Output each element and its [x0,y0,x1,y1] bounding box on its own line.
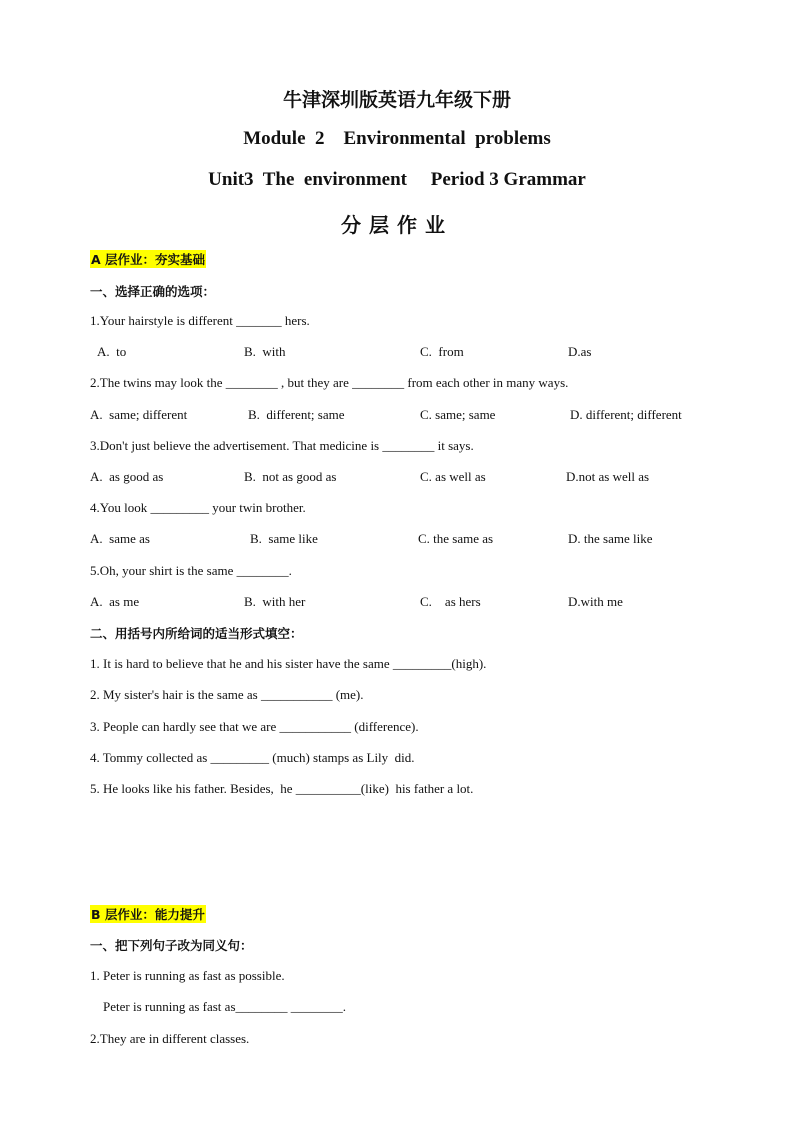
q4-option-c: C. the same as [418,531,494,546]
q4-option-b: B. same like [250,531,318,546]
homework-title: 分层作业 [341,213,453,237]
fill-5: 5. He looks like his father. Besides, he __________(like) his father a lot. [90,781,474,796]
q5-option-c: C. as hers [420,594,481,609]
fill-1: 1. It is hard to believe that he and his sister have the same _________(high). [90,656,487,671]
q2-option-b: B. different; same [248,407,345,422]
q3-option-d: D.not as well as [566,469,650,484]
q5-option-b: B. with her [244,594,306,609]
q1-option-b: B. with [244,344,286,359]
q4-option-a: A. same as [90,531,150,546]
section-b-label: B 层作业：能力提升 [91,907,205,922]
unit-title: Unit3 The environment Period 3 Grammar [208,169,586,190]
q3-option-b: B. not as good as [244,469,337,484]
question-4: 4.You look _________ your twin brother. [90,500,306,515]
fill-3: 3. People can hardly see that we are ___________ (difference). [90,719,419,734]
document-title: 牛津深圳版英语九年级下册 [282,89,511,111]
q2-option-d: D. different; different [570,407,682,422]
q1-option-a: A. to [97,344,127,359]
q3-option-c: C. as well as [420,469,486,484]
section-a-part1-heading: 一、选择正确的选项： [90,284,216,299]
fill-2: 2. My sister's hair is the same as ___________ (me). [90,687,364,702]
q1-option-c: C. from [420,344,464,359]
question-5: 5.Oh, your shirt is the same ________. [90,563,292,578]
module-title: Module 2 Environmental problems [243,128,551,149]
rewrite-2: 2.They are in different classes. [90,1031,250,1046]
section-a-label: A 层作业：夯实基础 [91,252,206,267]
fill-4: 4. Tommy collected as _________ (much) stamps as Lily did. [90,750,415,765]
question-2: 2.The twins may look the ________ , but they are ________ from each other in many ways. [90,375,569,390]
rewrite-1-target: Peter is running as fast as________ ________. [90,999,347,1014]
section-b-part1-heading: 一、把下列句子改为同义句： [90,938,253,953]
question-3: 3.Don't just believe the advertisement. That medicine is ________ it says. [90,438,474,453]
section-a-part2-heading: 二、用括号内所给词的适当形式填空： [90,626,303,641]
q4-option-d: D. the same like [568,531,653,546]
question-1: 1.Your hairstyle is different _______ hers. [90,313,310,328]
q5-option-d: D.with me [568,594,623,609]
q2-option-c: C. same; same [420,407,496,422]
rewrite-1: 1. Peter is running as fast as possible. [90,968,285,983]
q1-option-d: D.as [568,344,592,359]
q3-option-a: A. as good as [90,469,164,484]
q5-option-a: A. as me [90,594,140,609]
q2-option-a: A. same; different [90,407,188,422]
